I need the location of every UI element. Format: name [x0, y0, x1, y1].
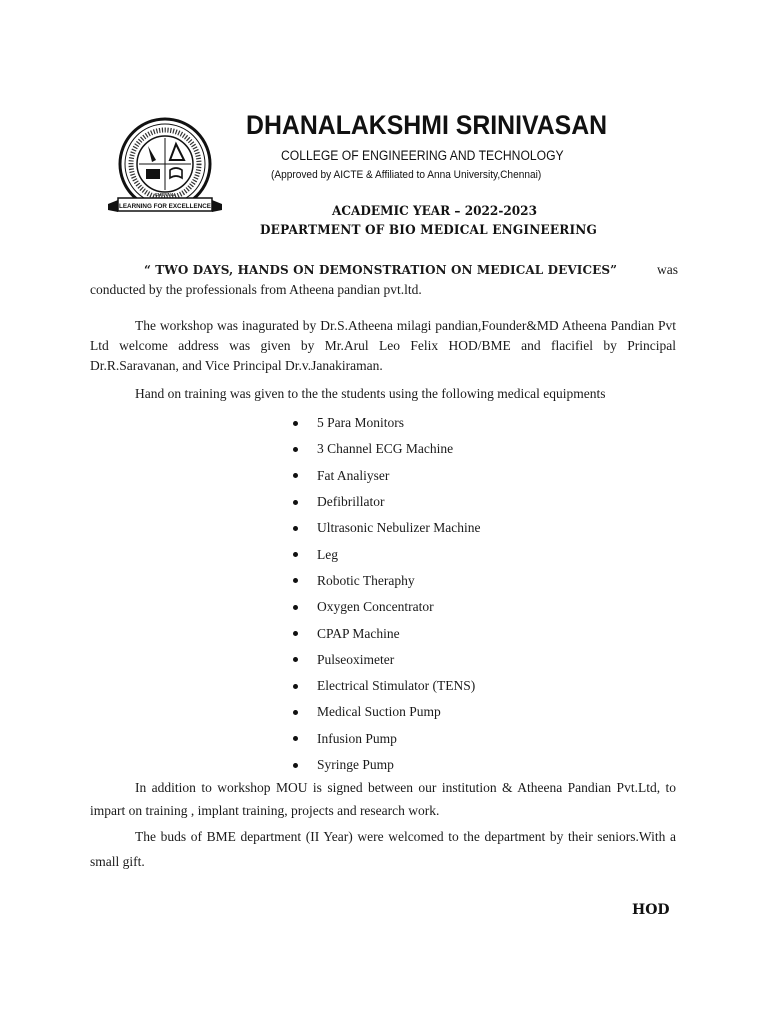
list-item: CPAP Machine — [292, 620, 480, 646]
list-item: Pulseoximeter — [292, 647, 480, 673]
department-name: DEPARTMENT OF BIO MEDICAL ENGINEERING — [260, 223, 598, 238]
event-intro — [90, 260, 678, 300]
event-title: “ TWO DAYS, HANDS ON DEMONSTRATION ON MEDICAL DEVICES” — [144, 263, 618, 277]
bullet-icon — [293, 421, 298, 426]
training-intro: Hand on training was given to the the students using the following medical equipments — [135, 386, 606, 401]
event-conducted-line: conducted by the professionals from Atheena pandian pvt.ltd. — [90, 282, 422, 297]
list-item: Oxygen Concentrator — [292, 594, 480, 620]
list-item: Ultrasonic Nebulizer Machine — [292, 515, 480, 541]
bullet-icon — [293, 552, 298, 557]
list-item: Fat Analiyser — [292, 463, 480, 489]
bullet-icon — [293, 631, 298, 636]
approval-line: (Approved by AICTE & Affiliated to Anna University,Chennai) — [271, 169, 542, 181]
bullet-icon — [293, 578, 298, 583]
list-item: Defibrillator — [292, 489, 480, 515]
list-item: Medical Suction Pump — [292, 699, 480, 725]
bullet-icon — [293, 657, 298, 662]
inauguration-paragraph: The workshop was inagurated by Dr.S.Atheena milagi pandian,Founder&MD Atheena Pandian Pvt Ltd welcome address was given by Mr.Arul Leo Felix HOD/BME and flacifiel by Principal Dr.R.Saravanan, and Vice Principal Dr.v.Janakiraman. — [90, 318, 676, 373]
logo-motto: LEARNING FOR EXCELLENCE — [118, 203, 212, 210]
event-title-tail: was — [657, 262, 678, 277]
logo-place: CHENNAI — [154, 192, 176, 197]
equipment-list — [292, 410, 480, 778]
bullet-icon — [293, 736, 298, 741]
list-item: Infusion Pump — [292, 726, 480, 752]
list-item: Robotic Theraphy — [292, 568, 480, 594]
buds-paragraph: The buds of BME department (II Year) were welcomed to the department by their seniors.With a small gift. — [90, 829, 676, 869]
mou-paragraph: In addition to workshop MOU is signed between our institution & Atheena Pandian Pvt.Ltd, to impart on training , implant training, projects and research work. — [90, 780, 676, 818]
bullet-icon — [293, 763, 298, 768]
list-item: Leg — [292, 541, 480, 567]
bullet-icon — [293, 500, 298, 505]
signoff-hod: HOD — [632, 902, 670, 918]
college-subtitle: COLLEGE OF ENGINEERING AND TECHNOLOGY — [281, 148, 564, 163]
bullet-icon — [293, 526, 298, 531]
college-logo — [106, 114, 224, 222]
bullet-icon — [293, 447, 298, 452]
list-item: 3 Channel ECG Machine — [292, 436, 480, 462]
bullet-icon — [293, 473, 298, 478]
list-item: Syringe Pump — [292, 752, 480, 778]
bullet-icon — [293, 605, 298, 610]
academic-year: ACADEMIC YEAR – 2022-2023 — [332, 204, 538, 219]
college-name: DHANALAKSHMI SRINIVASAN — [246, 110, 608, 140]
bullet-icon — [293, 684, 298, 689]
list-item: 5 Para Monitors — [292, 410, 480, 436]
bullet-icon — [293, 710, 298, 715]
list-item: Electrical Stimulator (TENS) — [292, 673, 480, 699]
